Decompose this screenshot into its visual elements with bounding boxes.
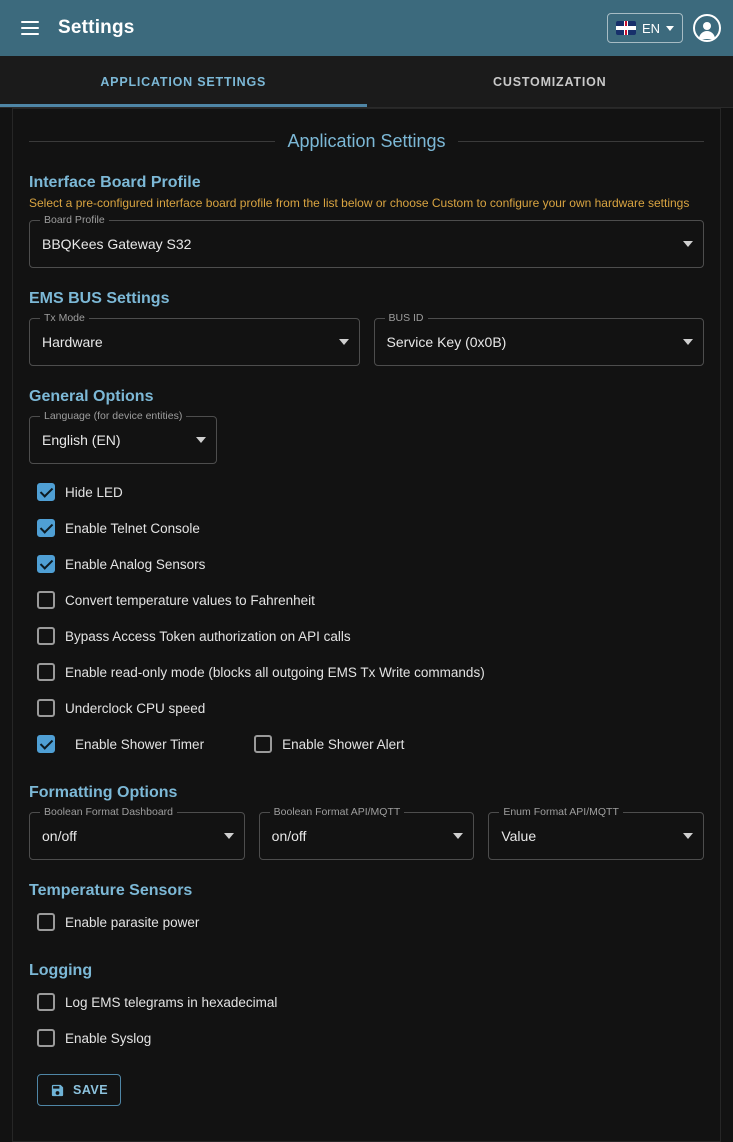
page-title-row xyxy=(29,131,704,152)
save-button[interactable] xyxy=(37,1074,121,1106)
boolean-format-dashboard-select[interactable] xyxy=(29,806,245,860)
formatting-options-row xyxy=(29,806,704,860)
checkbox-label[interactable]: Enable parasite power xyxy=(65,914,200,930)
checkbox-label[interactable]: Enable Shower Alert xyxy=(282,736,405,752)
checkbox-label[interactable]: Bypass Access Token authorization on API calls xyxy=(65,628,351,644)
checkbox-row[interactable] xyxy=(29,690,704,726)
chevron-down-icon xyxy=(683,833,693,839)
boolean-format-api-select[interactable] xyxy=(259,806,475,860)
divider-left xyxy=(29,141,275,142)
checkbox-label[interactable]: Enable Analog Sensors xyxy=(65,556,206,572)
board-profile-legend: Board Profile xyxy=(40,214,109,226)
checkbox-label[interactable]: Underclock CPU speed xyxy=(65,700,206,716)
checkbox-label[interactable]: Enable Syslog xyxy=(65,1030,152,1046)
ems-bus-row xyxy=(29,312,704,366)
checkbox-row[interactable] xyxy=(29,474,704,510)
tab-application-settings[interactable]: APPLICATION SETTINGS xyxy=(0,56,367,107)
section-title-temperature-sensors: Temperature Sensors xyxy=(29,882,193,899)
checkbox-row[interactable] xyxy=(29,510,704,546)
chevron-down-icon xyxy=(196,437,206,443)
tab-bar xyxy=(0,56,733,108)
language-legend: Language (for device entities) xyxy=(40,410,186,422)
checkbox-enable-syslog[interactable] xyxy=(37,1029,55,1047)
chevron-down-icon xyxy=(339,339,349,345)
account-circle-icon[interactable] xyxy=(693,14,721,42)
checkbox-hide-led[interactable] xyxy=(37,483,55,501)
checkbox-label[interactable]: Enable Shower Timer xyxy=(75,736,205,752)
page-title: Application Settings xyxy=(287,131,446,151)
checkbox-enable-analog-sensors[interactable] xyxy=(37,555,55,573)
enum-format-api-legend: Enum Format API/MQTT xyxy=(499,806,623,818)
section-title-ems-bus-settings: EMS BUS Settings xyxy=(29,290,170,307)
tab-customization[interactable]: CUSTOMIZATION xyxy=(493,74,607,89)
chevron-down-icon xyxy=(683,339,693,345)
bus-id-legend: BUS ID xyxy=(385,312,428,324)
bus-id-value: Service Key (0x0B) xyxy=(386,334,507,350)
settings-panel xyxy=(12,108,721,1142)
hamburger-menu-icon[interactable] xyxy=(12,10,48,46)
checkbox-row[interactable] xyxy=(29,546,704,582)
checkbox-enable-shower-timer[interactable] xyxy=(37,735,55,753)
tx-mode-value: Hardware xyxy=(42,334,103,350)
tx-mode-legend: Tx Mode xyxy=(40,312,89,324)
tx-mode-select[interactable] xyxy=(29,312,360,366)
section-title-general-options: General Options xyxy=(29,388,154,405)
boolean-format-api-value: on/off xyxy=(271,828,307,844)
checkbox-label[interactable]: Log EMS telegrams in hexadecimal xyxy=(65,994,278,1010)
language-value: English (EN) xyxy=(42,432,121,448)
checkbox-convert-temperature-to-fahrenheit[interactable] xyxy=(37,591,55,609)
checkbox-underclock-cpu-speed[interactable] xyxy=(37,699,55,717)
checkbox-label[interactable]: Enable read-only mode (blocks all outgoing EMS Tx Write commands) xyxy=(65,664,485,680)
enum-format-api-select[interactable] xyxy=(488,806,704,860)
checkbox-enable-telnet-console[interactable] xyxy=(37,519,55,537)
avatar xyxy=(695,14,719,42)
board-profile-value: BBQKees Gateway S32 xyxy=(42,236,192,252)
checkbox-row[interactable] xyxy=(29,904,704,940)
top-app-bar xyxy=(0,0,733,56)
board-profile-select[interactable] xyxy=(29,214,704,268)
checkbox-row[interactable] xyxy=(29,984,704,1020)
language-select[interactable] xyxy=(29,410,217,464)
checkbox-label[interactable]: Convert temperature values to Fahrenheit xyxy=(65,592,315,608)
shower-alert-group xyxy=(254,735,404,753)
checkbox-enable-read-only-mode[interactable] xyxy=(37,663,55,681)
checkbox-label[interactable]: Hide LED xyxy=(65,484,123,500)
section-title-formatting-options: Formatting Options xyxy=(29,784,178,801)
checkbox-enable-parasite-power[interactable] xyxy=(37,913,55,931)
uk-flag-icon xyxy=(616,21,636,35)
boolean-format-api-legend: Boolean Format API/MQTT xyxy=(270,806,405,818)
checkbox-row[interactable] xyxy=(29,582,704,618)
chevron-down-icon xyxy=(666,26,674,31)
divider-right xyxy=(458,141,704,142)
save-button-label: SAVE xyxy=(73,1083,109,1097)
section-title-logging: Logging xyxy=(29,962,93,979)
chevron-down-icon xyxy=(683,241,693,247)
checkbox-row-shower xyxy=(29,726,704,762)
checkbox-log-ems-telegrams-hex[interactable] xyxy=(37,993,55,1011)
content-area xyxy=(0,108,733,1142)
general-options-checkbox-list xyxy=(29,474,704,762)
checkbox-row[interactable] xyxy=(29,618,704,654)
chevron-down-icon xyxy=(224,833,234,839)
bus-id-select[interactable] xyxy=(374,312,705,366)
checkbox-row[interactable] xyxy=(29,654,704,690)
language-code: EN xyxy=(641,20,660,36)
enum-format-api-value: Value xyxy=(501,828,537,844)
boolean-format-dashboard-legend: Boolean Format Dashboard xyxy=(40,806,177,818)
checkbox-bypass-access-token[interactable] xyxy=(37,627,55,645)
checkbox-row[interactable] xyxy=(29,1020,704,1056)
interface-board-profile-hint: Select a pre-configured interface board profile from the list below or choose Custom to configure your own hardware settings xyxy=(29,196,690,210)
boolean-format-dashboard-value: on/off xyxy=(42,828,77,844)
floppy-disk-icon xyxy=(50,1083,65,1098)
checkbox-enable-shower-alert[interactable] xyxy=(254,735,272,753)
section-title-interface-board-profile: Interface Board Profile xyxy=(29,174,201,191)
language-selector[interactable] xyxy=(607,13,683,43)
app-title: Settings xyxy=(58,17,135,38)
chevron-down-icon xyxy=(453,833,463,839)
checkbox-label[interactable]: Enable Telnet Console xyxy=(65,520,200,536)
